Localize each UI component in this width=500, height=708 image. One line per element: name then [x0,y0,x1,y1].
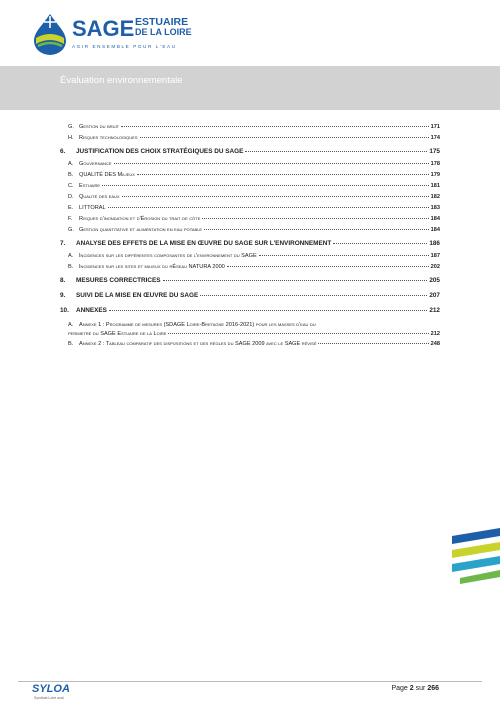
toc-entry-7b[interactable] [60,264,440,275]
toc-entry-label: LITTORAL [79,205,106,211]
toc-section-label: SUIVI DE LA MISE EN ŒUVRE DU SAGE [76,292,199,299]
toc-entry-6f[interactable] [60,216,440,227]
toc-entry-page: 174 [430,135,440,141]
toc-entry-10a[interactable] [60,321,440,341]
syloa-brand: SYLOA [32,683,70,695]
toc-entry-label: Incidences sur les sites et milieux du rÉseau NATURA 2000 [79,264,225,270]
dot-leader [137,174,429,175]
toc-entry-label: Gouvernance [79,161,112,167]
toc-entry-number: F. [68,216,73,222]
dot-leader [259,255,429,256]
dot-leader [114,163,429,164]
toc-entry-6g[interactable] [60,227,440,238]
toc-entry-number: D. [68,194,74,200]
toc-section-page: 205 [429,277,440,284]
section-banner [0,66,500,110]
footer-divider [18,681,482,682]
toc-entry-label: Incidences sur les différentes composantes de l'environnement du SAGE [79,253,257,259]
toc-entry-number: A. [68,322,74,328]
toc-section-page: 186 [429,240,440,247]
dot-leader [121,126,429,127]
toc-section-number: 7. [60,240,66,247]
logo-sage-text: SAGE [72,16,135,41]
toc-section-page: 212 [429,307,440,314]
toc-entry-page: 184 [430,227,440,233]
toc-entry-label: Annexe 2 : Tableau comparatif des dispositions et des règles du SAGE 2009 avec le SAGE révisé [79,341,317,347]
toc-entry-label: Risques technologiques [79,135,138,141]
toc-section-page: 175 [429,148,440,155]
toc-section-6[interactable] [60,148,440,161]
toc-entry-6b[interactable] [60,172,440,183]
toc-entry-number: B. [68,341,74,347]
toc-section-label: ANALYSE DES EFFETS DE LA MISE EN ŒUVRE DU SAGE SUR L'ENVIRONNEMENT [76,240,332,247]
toc-section-page: 207 [429,292,440,299]
dot-leader [318,343,428,344]
banner-title: Évaluation environnementale [60,75,183,86]
toc-section-number: 10. [60,307,69,314]
toc-section-number: 9. [60,292,66,299]
stripe-green [460,570,500,584]
syloa-subtitle: Syndicat Loire aval [34,696,64,700]
dot-leader [168,333,428,334]
page-sep: sur [415,685,426,692]
page-current: 2 [409,685,414,692]
toc-entry-number: B. [68,172,74,178]
dot-leader [200,295,427,296]
logo-line2: DE LA LOIRE [135,27,192,37]
syloa-logo [32,683,76,703]
dot-leader [333,243,427,244]
toc-entry-page: 181 [430,183,440,189]
toc-entry-page: 184 [430,216,440,222]
toc-entry-label: QUALITÉ DES Milieux [79,172,135,178]
toc-entry-number: H. [68,135,74,141]
toc-entry-h-risques[interactable] [60,135,440,146]
toc-entry-label: Gestion quantitative et alimentation en eau potable [79,227,203,233]
dot-leader [204,229,429,230]
dot-leader [122,196,429,197]
toc-entry-label: Estuaire [79,183,101,189]
toc-section-9[interactable] [60,292,440,305]
sage-logo [30,12,200,58]
toc-entry-10b[interactable] [60,341,440,352]
page-label: Page [391,685,408,692]
dot-leader [245,151,427,152]
toc-entry-label-line1: Annexe 1 : Programme de mesures (SDAGE Loire-Bretagne 2016-2021) pour les masses d'eau du [79,322,316,328]
table-of-contents [60,124,440,352]
toc-entry-6a[interactable] [60,161,440,172]
toc-entry-label: Risques d'inondation et d'Érosion du trait de côte [79,216,201,222]
dot-leader [140,137,429,138]
toc-entry-page: 178 [430,161,440,167]
toc-entry-page: 171 [430,124,440,130]
toc-entry-page: 248 [430,341,440,347]
toc-entry-page: 212 [430,331,440,337]
dot-leader [102,185,429,186]
logo-estuaire-text [135,17,192,37]
toc-entry-page: 183 [430,205,440,211]
toc-entry-number: A. [68,161,74,167]
toc-entry-6d[interactable] [60,194,440,205]
dot-leader [202,218,428,219]
logo-tagline: AGIR ENSEMBLE POUR L'EAU [72,44,177,49]
page-number [391,685,439,692]
logo-line1: ESTUAIRE [135,16,189,28]
toc-section-label: MESURES CORRECTRICES [76,277,161,284]
toc-entry-number: B. [68,264,74,270]
toc-section-8[interactable] [60,277,440,290]
toc-section-number: 8. [60,277,66,284]
toc-entry-number: A. [68,253,74,259]
toc-entry-page: 179 [430,172,440,178]
dot-leader [227,266,429,267]
toc-section-label: ANNEXES [76,307,107,314]
toc-section-10[interactable] [60,307,440,320]
toc-entry-number: G. [68,227,74,233]
dot-leader [108,207,429,208]
stripe-blue [452,528,500,544]
toc-entry-page: 202 [430,264,440,270]
decorative-stripes [444,524,500,584]
toc-entry-page: 187 [430,253,440,259]
toc-entry-label: Qualité des eaux [79,194,120,200]
stripe-teal [452,556,500,572]
toc-entry-number: E. [68,205,74,211]
toc-entry-g-bruit[interactable] [60,124,440,135]
toc-entry-number: C. [68,183,74,189]
stripe-yellow [452,542,500,558]
droplet-globe-icon [30,12,70,56]
toc-entry-6e[interactable] [60,205,440,216]
toc-entry-label: Gestion du bruit [79,124,120,130]
toc-entry-7a[interactable] [60,253,440,264]
toc-entry-number: G. [68,124,74,130]
toc-entry-label-line2: perimetre du SAGE Estuaire de la Loire [68,331,167,337]
page-total: 266 [427,685,439,692]
toc-section-label: JUSTIFICATION DES CHOIX STRATÉGIQUES DU SAGE [76,148,244,155]
toc-section-number: 6. [60,148,66,155]
toc-entry-6c[interactable] [60,183,440,194]
dot-leader [163,280,428,281]
toc-section-7[interactable] [60,240,440,253]
toc-entry-page: 182 [430,194,440,200]
dot-leader [109,310,427,311]
